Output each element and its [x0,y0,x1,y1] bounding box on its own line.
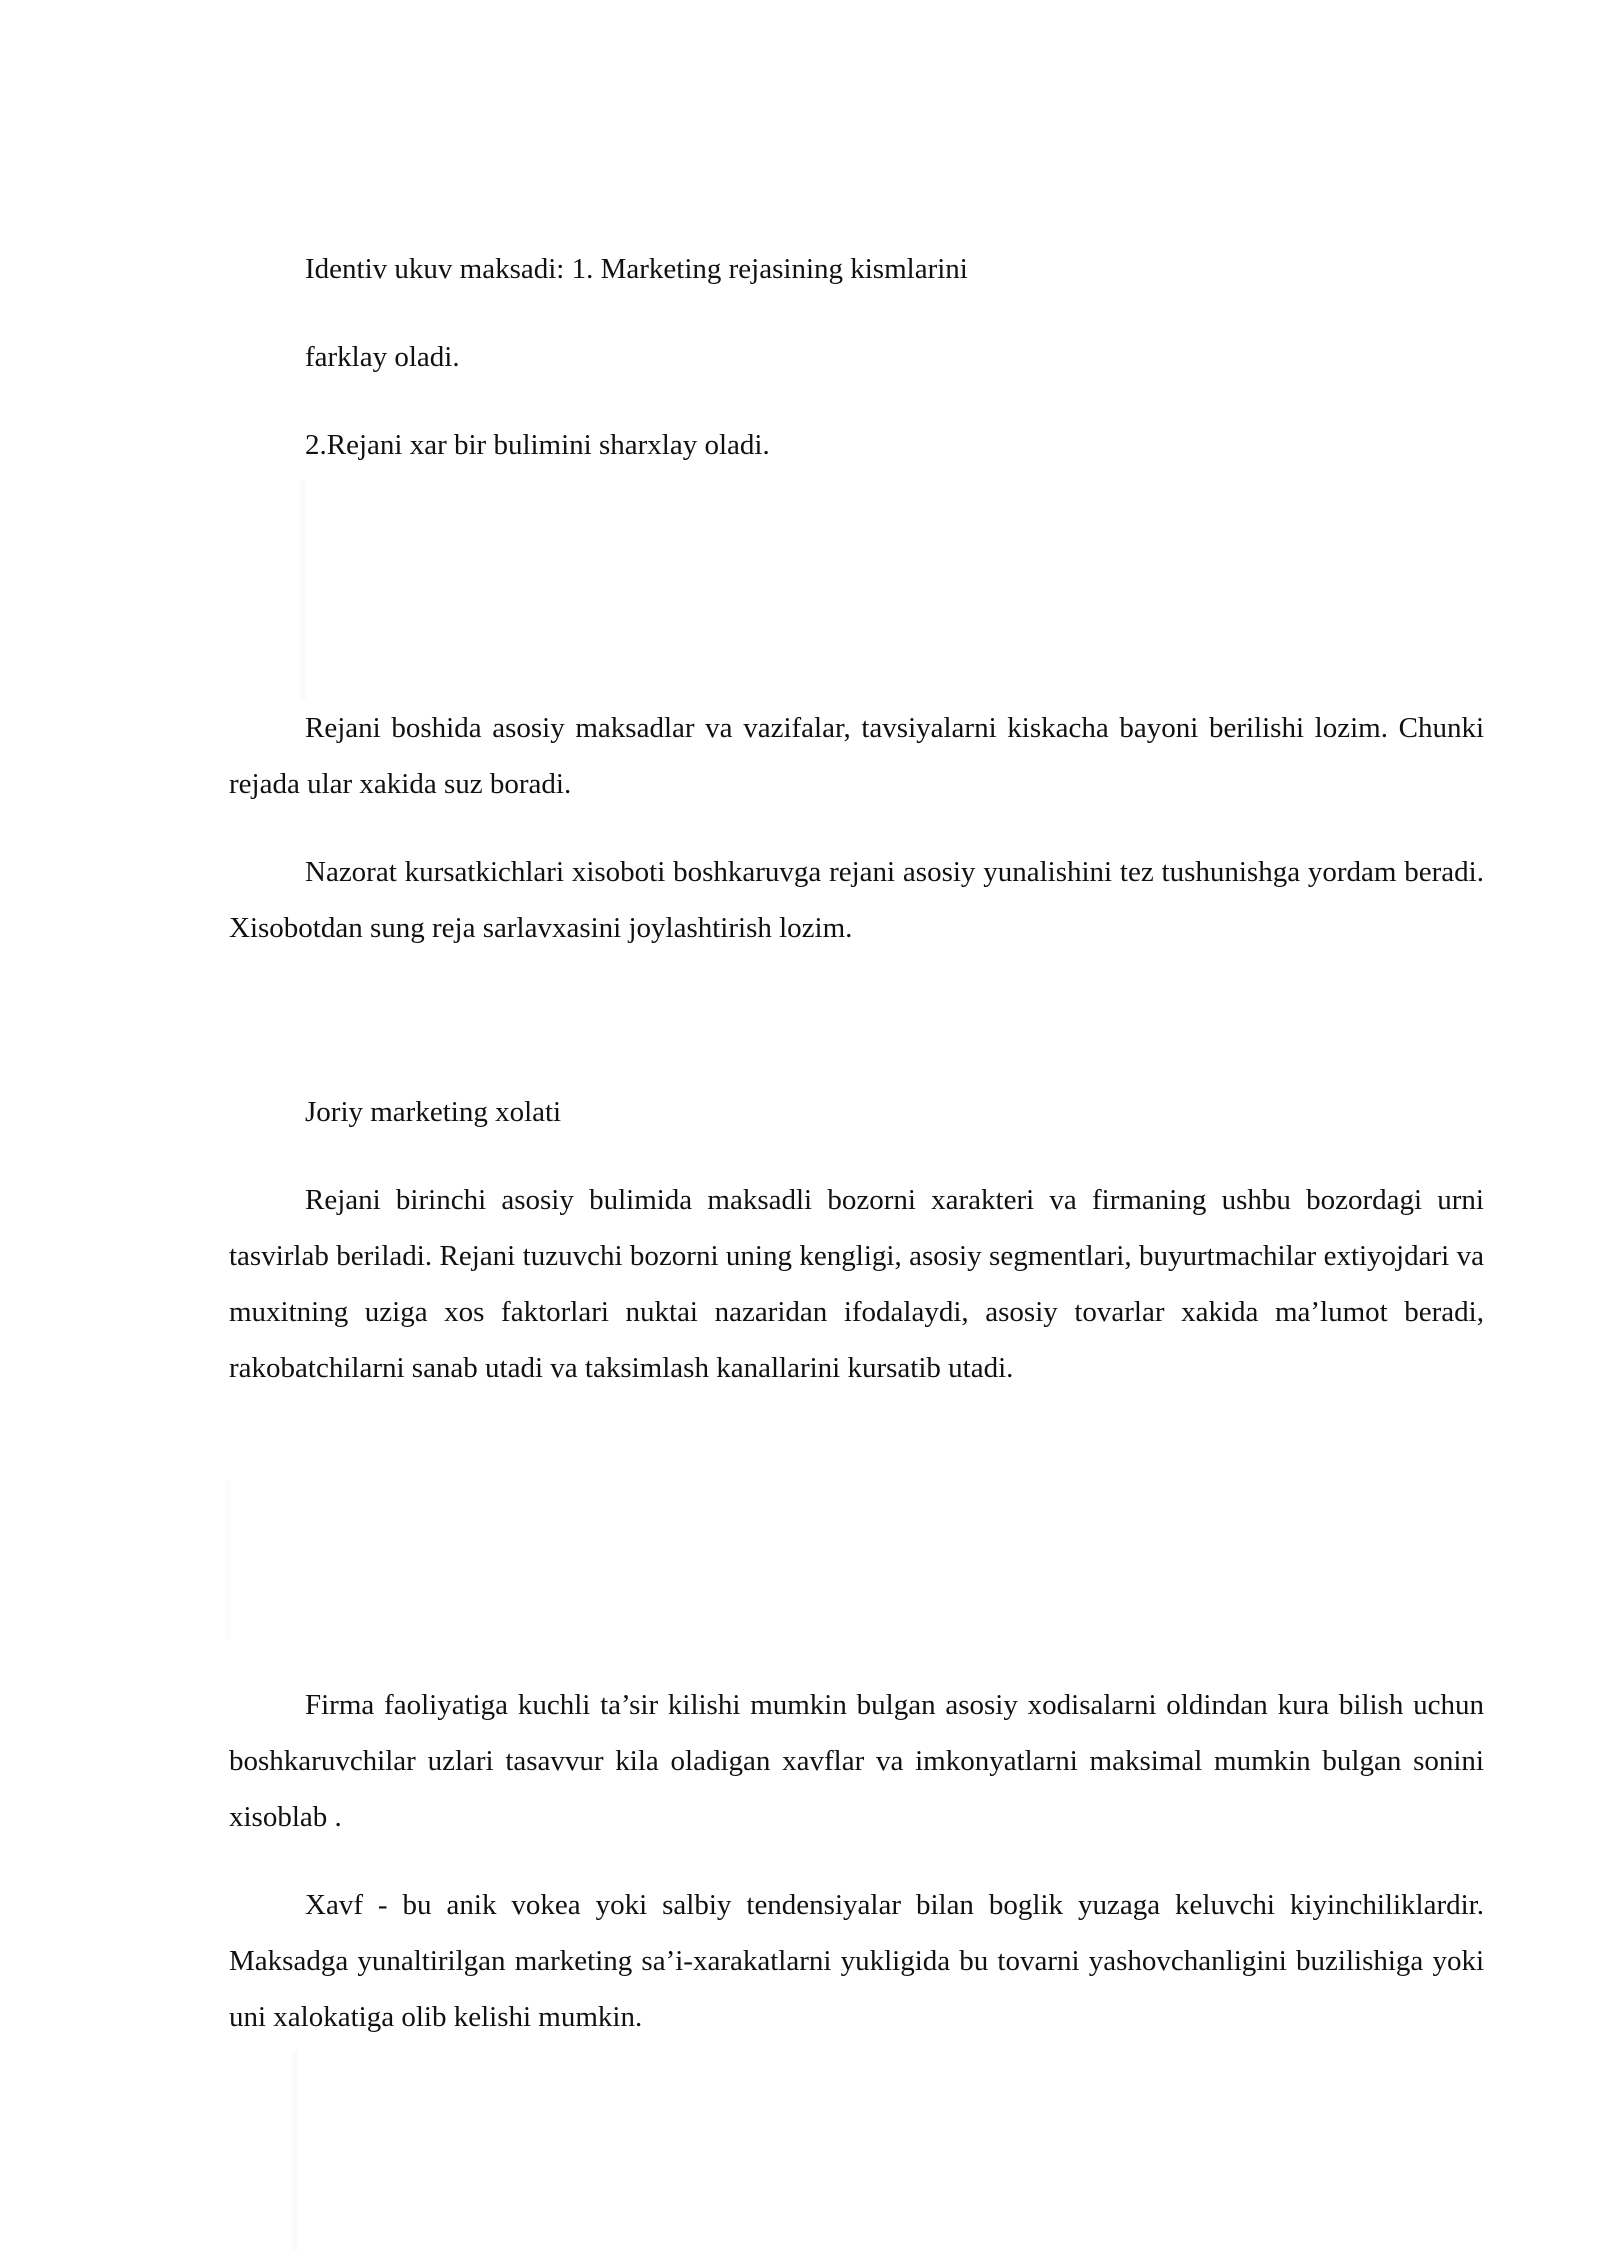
scan-artifact [225,1480,231,1640]
section-1 [229,700,1484,956]
intro-line-1: Identiv ukuv maksadi: 1. Marketing rejasining kismlarini [305,253,968,285]
section-1-paragraph-1: Rejani boshida asosiy maksadlar va vazifalar, tavsiyalarni kiskacha bayoni berilishi lozim. Chunki rejada ular xakida suz boradi. [229,712,1484,800]
scan-artifact [292,2050,298,2250]
section-2 [229,1084,1484,1396]
section-2-paragraph-1: Rejani birinchi asosiy bulimida maksadli bozorni xarakteri va firmaning ushbu bozordagi urni tasvirlab beriladi. Rejani tuzuvchi bozorni uning kengligi, asosiy segmentlari, buyurtmachilar extiyojdari va muxitning uziga xos faktorlari nuktai nazaridan ifodalaydi, asosiy tovarlar xakida ma’lumot beradi, rakobatchilarni sanab utadi va taksimlash kanallarini kursatib utadi. [229,1184,1484,1384]
section-3-paragraph-1: Firma faoliyatiga kuchli ta’sir kilishi mumkin bulgan asosiy xodisalarni oldindan kura bilish uchun boshkaruvchilar uzlari tasavvur kila oladigan xavflar va imkonyatlarni maksimal mumkin bulgan sonini xisoblab . [229,1689,1484,1833]
intro-line-2: farklay oladi. [305,341,460,373]
section-1-paragraph-2: Nazorat kursatkichlari xisoboti boshkaruvga rejani asosiy yunalishini tez tushunishga yordam beradi. Xisobotdan sung reja sarlavxasini joylashtirish lozim. [229,856,1484,944]
intro-line-3: 2.Rejani xar bir bulimini sharxlay oladi. [305,429,770,461]
intro-block [229,241,1484,473]
section-3-paragraph-2: Xavf - bu anik vokea yoki salbiy tendensiyalar bilan boglik yuzaga keluvchi kiyinchiliklardir. Maksadga yunaltirilgan marketing sa’i-xarakatlarni yukligida bu tovarni yashovchanligini buzilishiga yoki uni xalokatiga olib kelishi mumkin. [229,1889,1484,2033]
section-2-heading: Joriy marketing xolati [305,1096,562,1128]
section-3 [229,1677,1484,2045]
scan-artifact [300,480,306,700]
